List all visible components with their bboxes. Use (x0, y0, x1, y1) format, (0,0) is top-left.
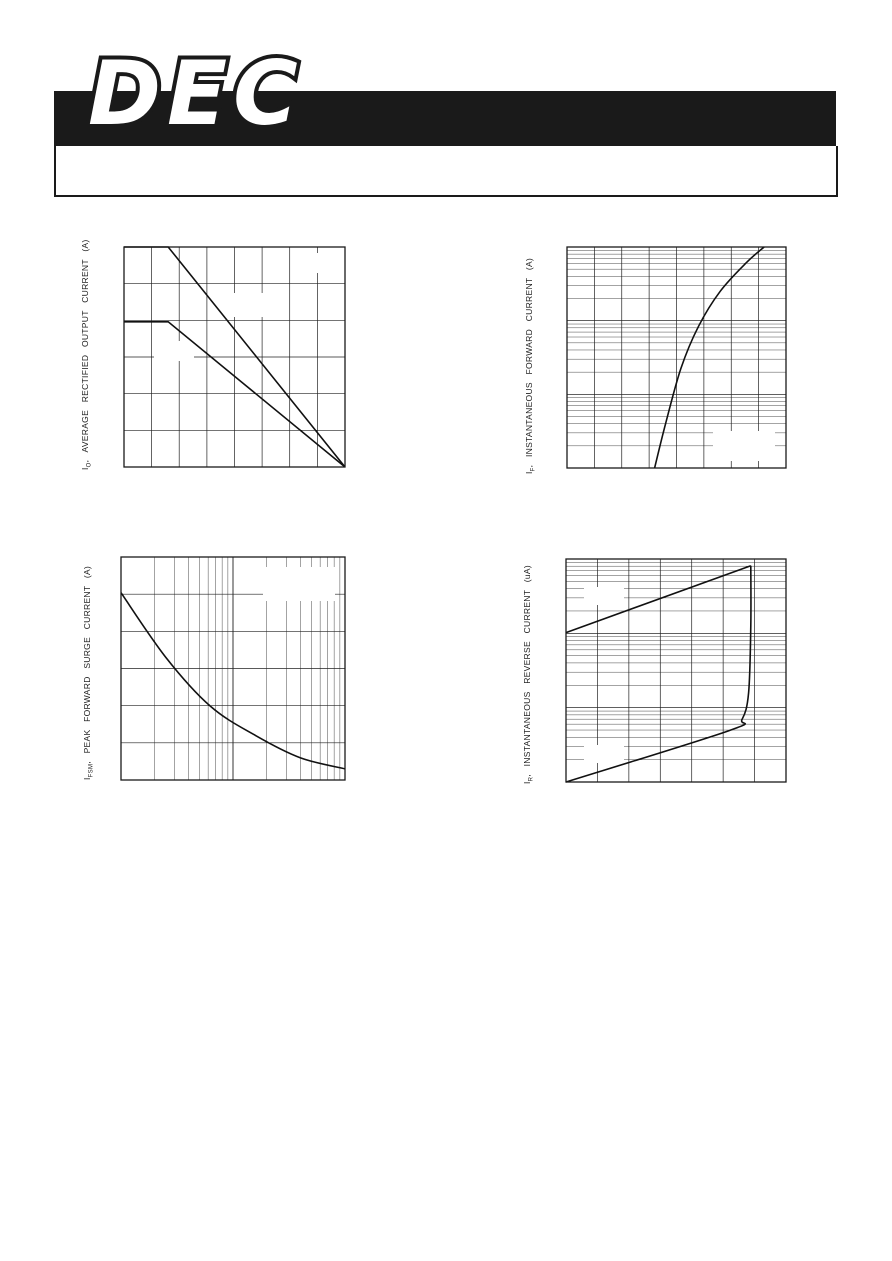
fig4-legend-box-2 (584, 745, 624, 763)
fig1-ylabel: $I_O$, AVERAGE RECTIFIED OUTPUT CURRENT (A) (80, 239, 93, 470)
fig2-legend-box (713, 431, 775, 461)
fig4-ylabel: $I_R$, INSTANTANEOUS REVERSE CURRENT (uA) (522, 565, 535, 784)
fig1-legend-box-3 (154, 341, 194, 361)
fig1-legend-box-2 (234, 293, 280, 317)
fig3-chart (121, 557, 345, 780)
fig4-legend-box-1 (584, 587, 624, 605)
fig3-ylabel: $I_{FSM}$, PEAK FORWARD SURGE CURRENT (A) (82, 565, 95, 780)
fig2-chart (567, 247, 786, 468)
fig4-chart (566, 559, 786, 782)
fig3-legend-box (263, 567, 335, 601)
fig2-ylabel: $I_F$, INSTANTANEOUS FORWARD CURRENT (A) (524, 257, 537, 474)
fig1-legend-box-1 (294, 253, 338, 273)
dec-logo: DEC (88, 42, 304, 145)
fig1-chart (124, 247, 345, 467)
header-title-box (54, 146, 838, 197)
